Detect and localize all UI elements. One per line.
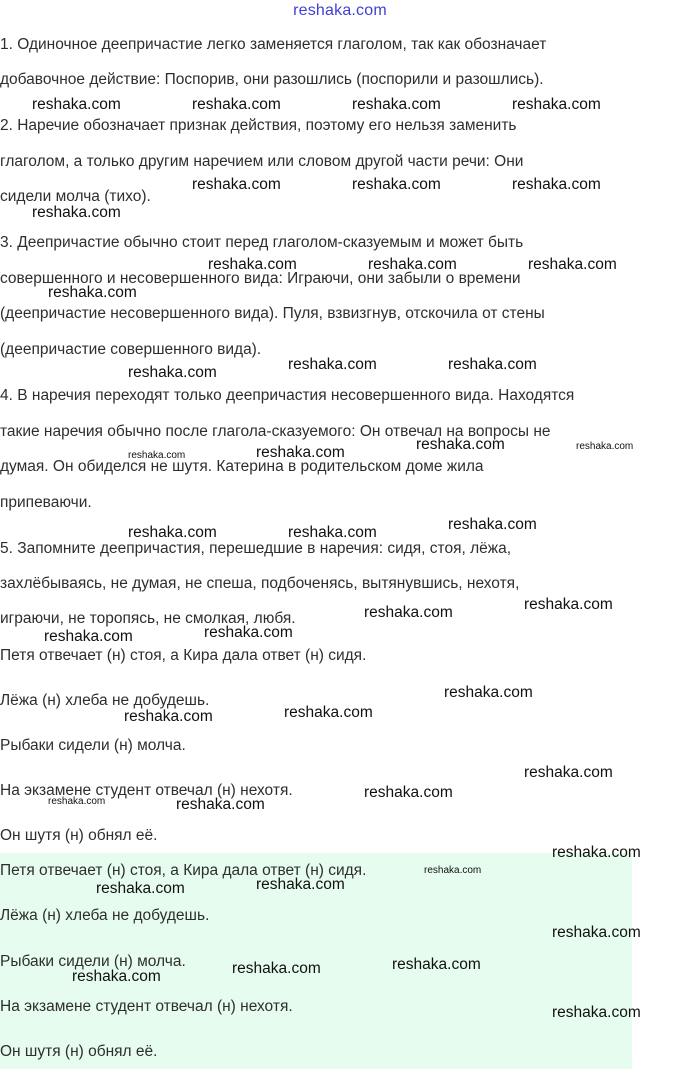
answer-sentence: Петя отвечает (н) стоя, а Кира дала ответ (н) сидя.	[0, 862, 367, 879]
text-line: 2. Наречие обозначает признак действия, поэтому его нельзя заменить	[0, 117, 517, 134]
watermark: reshaka.com	[368, 256, 457, 273]
watermark: reshaka.com	[32, 96, 121, 113]
text-line: (деепричастие несовершенного вида). Пуля, взвизгнув, отскочила от стены	[0, 305, 545, 322]
watermark: reshaka.com	[552, 1004, 641, 1021]
watermark: reshaka.com	[448, 516, 537, 533]
watermark: reshaka.com	[552, 844, 641, 861]
exercise-sentence: Лёжа (н) хлеба не добудешь.	[0, 692, 210, 709]
answer-sentence: Он шутя (н) обнял её.	[0, 1043, 158, 1060]
text-line: 4. В наречия переходят только деепричастия несовершенного вида. Находятся	[0, 387, 575, 404]
answer-sentence: Лёжа (н) хлеба не добудешь.	[0, 907, 210, 924]
watermark: reshaka.com	[128, 364, 217, 381]
watermark: reshaka.com	[576, 441, 634, 452]
answer-sentence: Рыбаки сидели (н) молча.	[0, 953, 186, 970]
exercise-sentence: Петя отвечает (н) стоя, а Кира дала ответ (н) сидя.	[0, 647, 367, 664]
text-line: совершенного и несовершенного вида: Играючи, они забыли о времени	[0, 270, 521, 287]
watermark: reshaka.com	[352, 176, 441, 193]
watermark: reshaka.com	[256, 876, 345, 893]
watermark: reshaka.com	[96, 880, 185, 897]
watermark: reshaka.com	[512, 96, 601, 113]
text-line: сидели молча (тихо).	[0, 188, 151, 205]
text-line: играючи, не торопясь, не смолкая, любя.	[0, 610, 296, 627]
watermark: reshaka.com	[48, 796, 106, 807]
watermark: reshaka.com	[176, 796, 265, 813]
watermark: reshaka.com	[352, 96, 441, 113]
watermark: reshaka.com	[232, 960, 321, 977]
watermark: reshaka.com	[444, 684, 533, 701]
watermark: reshaka.com	[524, 764, 613, 781]
watermark: reshaka.com	[524, 596, 613, 613]
text-line: думая. Он обиделся не шутя. Катерина в родительском доме жила	[0, 458, 484, 475]
watermark: reshaka.com	[32, 204, 121, 221]
watermark: reshaka.com	[44, 628, 133, 645]
text-line: 5. Запомните деепричастия, перешедшие в наречия: сидя, стоя, лёжа,	[0, 540, 512, 557]
watermark: reshaka.com	[416, 436, 505, 453]
watermark: reshaka.com	[512, 176, 601, 193]
watermark: reshaka.com	[48, 284, 137, 301]
watermark: reshaka.com	[72, 968, 161, 985]
watermark: reshaka.com	[192, 96, 281, 113]
text-line: глаголом, а только другим наречием или словом другой части речи: Они	[0, 153, 524, 170]
text-line: 1. Одиночное деепричастие легко заменяется глаголом, так как обозначает	[0, 36, 547, 53]
exercise-sentence: На экзамене студент отвечал (н) нехотя.	[0, 782, 293, 799]
header-watermark: reshaka.com	[293, 2, 387, 19]
watermark: reshaka.com	[284, 704, 373, 721]
watermark: reshaka.com	[288, 356, 377, 373]
text-line: (деепричастие совершенного вида).	[0, 341, 262, 358]
watermark: reshaka.com	[128, 524, 217, 541]
watermark: reshaka.com	[192, 176, 281, 193]
watermark: reshaka.com	[256, 444, 345, 461]
watermark: reshaka.com	[424, 865, 482, 876]
watermark: reshaka.com	[204, 624, 293, 641]
watermark: reshaka.com	[552, 924, 641, 941]
watermark: reshaka.com	[448, 356, 537, 373]
watermark: reshaka.com	[124, 708, 213, 725]
exercise-sentence: Рыбаки сидели (н) молча.	[0, 737, 186, 754]
text-line: припеваючи.	[0, 494, 92, 511]
watermark: reshaka.com	[528, 256, 617, 273]
text-line: такие наречия обычно после глагола-сказуемого: Он отвечал на вопросы не	[0, 423, 551, 440]
watermark: reshaka.com	[364, 604, 453, 621]
watermark: reshaka.com	[128, 450, 186, 461]
exercise-sentence: Он шутя (н) обнял её.	[0, 827, 158, 844]
watermark: reshaka.com	[392, 956, 481, 973]
watermark: reshaka.com	[208, 256, 297, 273]
watermark: reshaka.com	[364, 784, 453, 801]
answer-sentence: На экзамене студент отвечал (н) нехотя.	[0, 998, 293, 1015]
text-line: добавочное действие: Поспорив, они разошлись (поспорили и разошлись).	[0, 71, 544, 88]
text-line: 3. Деепричастие обычно стоит перед глаголом-сказуемым и может быть	[0, 234, 524, 251]
watermark: reshaka.com	[288, 524, 377, 541]
text-line: захлёбываясь, не думая, не спеша, подбоченясь, вытянувшись, нехотя,	[0, 575, 520, 592]
